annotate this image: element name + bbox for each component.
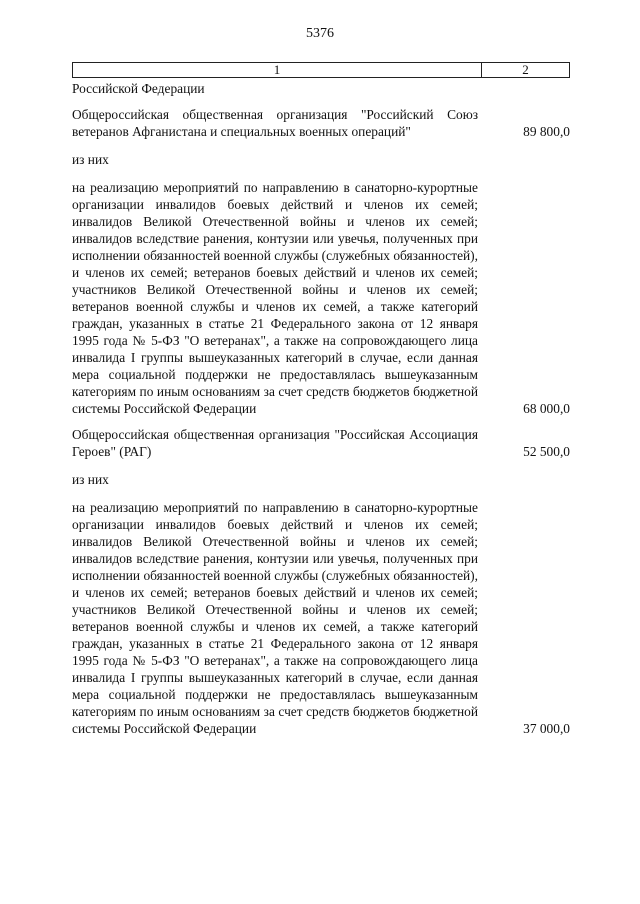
org2-of-them-row: [72, 471, 570, 488]
page-number: 5376: [306, 26, 334, 41]
org2-row: [72, 426, 570, 460]
org1-of-them-row: [72, 151, 570, 168]
document-body: [72, 80, 570, 737]
org1-name: Общероссийская общественная организация "Российский Союз ветеранов Афганистана и специальных военных операций": [72, 107, 478, 139]
column-2-header: 2: [522, 62, 529, 77]
org2-purpose: на реализацию мероприятий по направлению в санаторно-курортные организации инвалидов боевых действий и членов их семей; инвалидов Великой Отечественной войны и членов их семей; инвалидов вследствие ранения, контузии или увечья, полученных при исполнении обязанностей военной службы (служебных обязанностей), и членов их семей; ветеранов боевых действий и членов их семей; участников Великой Отечественной войны и членов их семей; ветеранов военной службы и членов их семей, а также категорий граждан, указанных в статье 21 Федерального закона от 12 января 1995 года № 5-ФЗ "О ветеранах", а также на сопровождающего лица инвалида I группы вышеуказанных категорий в случае, если данная мера социальной поддержки не предоставлялась вышеуказанным категориям по иным основаниям за счет средств бюджетов бюджетной системы Российской Федерации: [72, 500, 478, 736]
org1-purpose-amount: 68 000,0: [523, 401, 570, 416]
org1-amount: 89 800,0: [523, 124, 570, 139]
org2-name: Общероссийская общественная организация "Российская Ассоциация Героев" (РАГ): [72, 427, 478, 459]
continuation-row: [72, 80, 570, 97]
org1-row: [72, 106, 570, 140]
org2-amount: 52 500,0: [523, 444, 570, 459]
continuation-text: Российской Федерации: [72, 81, 205, 96]
org1-of-them: из них: [72, 152, 109, 167]
column-1-header: 1: [73, 63, 482, 77]
org1-purpose: на реализацию мероприятий по направлению в санаторно-курортные организации инвалидов боевых действий и членов их семей; инвалидов Великой Отечественной войны и членов их семей; инвалидов вследствие ранения, контузии или увечья, полученных при исполнении обязанностей военной службы (служебных обязанностей), и членов их семей; ветеранов боевых действий и членов их семей; участников Великой Отечественной войны и членов их семей; ветеранов военной службы и членов их семей, а также категорий граждан, указанных в статье 21 Федерального закона от 12 января 1995 года № 5-ФЗ "О ветеранах", а также на сопровождающего лица инвалида I группы вышеуказанных категорий в случае, если данная мера социальной поддержки не предоставлялась вышеуказанным категориям по иным основаниям за счет средств бюджетов бюджетной системы Российской Федерации: [72, 180, 478, 416]
org2-purpose-amount: 37 000,0: [523, 721, 570, 736]
org2-of-them: из них: [72, 472, 109, 487]
table-header: [72, 62, 570, 78]
org1-purpose-row: [72, 179, 570, 417]
org2-purpose-row: [72, 499, 570, 737]
